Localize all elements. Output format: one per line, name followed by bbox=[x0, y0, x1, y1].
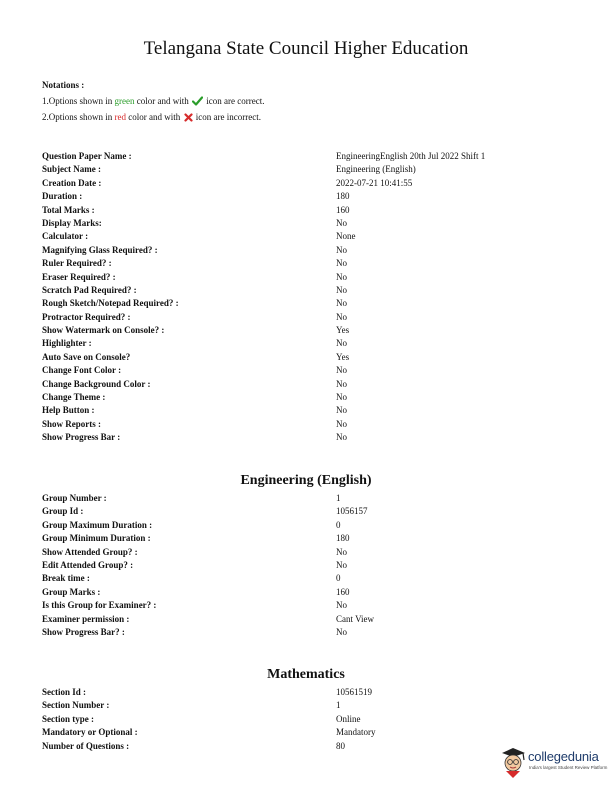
info-row bbox=[42, 586, 562, 599]
info-row bbox=[42, 324, 562, 337]
info-row bbox=[42, 190, 562, 203]
info-label: Is this Group for Examiner? : bbox=[42, 600, 157, 611]
page-title: Telangana State Council Higher Education bbox=[143, 38, 469, 59]
info-row bbox=[42, 217, 562, 230]
info-row bbox=[42, 599, 562, 612]
info-value: No bbox=[336, 365, 347, 376]
notation-text: 1.Options shown in bbox=[42, 96, 115, 106]
notation-text: color and with bbox=[126, 112, 183, 122]
info-value: Mandatory bbox=[336, 727, 376, 738]
cross-icon bbox=[184, 112, 193, 126]
notations bbox=[42, 78, 264, 126]
info-label: Duration : bbox=[42, 191, 83, 202]
info-row bbox=[42, 150, 562, 163]
info-row bbox=[42, 404, 562, 417]
info-label: Highlighter : bbox=[42, 338, 92, 349]
notation-correct bbox=[42, 94, 264, 110]
info-label: Section type : bbox=[42, 713, 94, 724]
notations-heading: Notations : bbox=[42, 80, 85, 90]
info-label: Section Number : bbox=[42, 700, 110, 711]
info-row bbox=[42, 311, 562, 324]
info-label: Rough Sketch/Notepad Required? : bbox=[42, 298, 179, 309]
info-label: Display Marks: bbox=[42, 217, 102, 228]
color-word-red: red bbox=[114, 112, 127, 122]
info-label: Change Background Color : bbox=[42, 378, 151, 389]
info-value: EngineeringEnglish 20th Jul 2022 Shift 1 bbox=[336, 151, 486, 161]
info-value: No bbox=[336, 244, 347, 255]
logo-tagline: India's largest Student Review Platform bbox=[529, 765, 608, 770]
info-value: 180 bbox=[336, 191, 350, 202]
info-label: Total Marks : bbox=[42, 204, 95, 215]
info-value: 0 bbox=[336, 573, 341, 584]
notation-text: color and with bbox=[134, 96, 192, 106]
info-row bbox=[42, 626, 562, 639]
color-word-green: green bbox=[114, 96, 135, 106]
info-row bbox=[42, 559, 562, 572]
info-row bbox=[42, 244, 562, 257]
graduate-mascot-icon bbox=[498, 744, 528, 778]
info-value: No bbox=[336, 432, 347, 443]
notation-text: 2.Options shown in bbox=[42, 112, 115, 122]
info-label: Group Minimum Duration : bbox=[42, 533, 151, 544]
info-row bbox=[42, 364, 562, 377]
logo-brand: collegedunia bbox=[528, 749, 599, 764]
info-value: No bbox=[336, 559, 347, 570]
info-value: No bbox=[336, 600, 347, 611]
info-row bbox=[42, 257, 562, 270]
info-row bbox=[42, 492, 562, 505]
info-value: No bbox=[336, 298, 347, 309]
info-label: Change Theme : bbox=[42, 392, 106, 403]
info-row bbox=[42, 391, 562, 404]
paper-info-table bbox=[42, 150, 562, 445]
info-value: 1 bbox=[336, 493, 341, 503]
info-value: 80 bbox=[336, 740, 345, 751]
info-label: Change Font Color : bbox=[42, 365, 122, 376]
info-value: Cant View bbox=[336, 613, 375, 624]
info-row bbox=[42, 726, 562, 739]
info-label: Auto Save on Console? bbox=[42, 351, 131, 362]
info-label: Subject Name : bbox=[42, 164, 101, 175]
info-value: 180 bbox=[336, 533, 350, 544]
info-row bbox=[42, 378, 562, 391]
info-row bbox=[42, 532, 562, 545]
info-row bbox=[42, 418, 562, 431]
info-row bbox=[42, 431, 562, 444]
collegedunia-logo bbox=[498, 744, 606, 780]
info-value: 160 bbox=[336, 204, 350, 215]
info-label: Show Progress Bar : bbox=[42, 432, 121, 443]
info-label: Calculator : bbox=[42, 231, 89, 242]
info-label: Help Button : bbox=[42, 405, 95, 416]
info-label: Break time : bbox=[42, 573, 90, 584]
info-value: No bbox=[336, 284, 347, 295]
info-label: Show Progress Bar? : bbox=[42, 626, 125, 637]
info-label: Group Id : bbox=[42, 506, 84, 517]
group-info-table bbox=[42, 492, 562, 639]
info-row bbox=[42, 546, 562, 559]
notation-incorrect bbox=[42, 110, 264, 126]
info-row bbox=[42, 713, 562, 726]
info-value: No bbox=[336, 405, 347, 416]
info-row bbox=[42, 613, 562, 626]
info-label: Group Maximum Duration : bbox=[42, 519, 153, 530]
notation-text: icon are correct. bbox=[204, 96, 265, 106]
info-row bbox=[42, 163, 562, 176]
info-value: 10561519 bbox=[336, 687, 372, 697]
info-value: None bbox=[336, 231, 356, 242]
info-value: Yes bbox=[336, 325, 350, 336]
info-label: Ruler Required? : bbox=[42, 258, 112, 269]
info-label: Magnifying Glass Required? : bbox=[42, 244, 158, 255]
info-row bbox=[42, 686, 562, 699]
info-value: 160 bbox=[336, 586, 350, 597]
info-value: Yes bbox=[336, 351, 350, 362]
info-label: Group Marks : bbox=[42, 586, 101, 597]
info-row bbox=[42, 519, 562, 532]
info-label: Edit Attended Group? : bbox=[42, 559, 134, 570]
info-value: No bbox=[336, 546, 347, 557]
info-row bbox=[42, 297, 562, 310]
section-info-table bbox=[42, 686, 562, 753]
info-row bbox=[42, 284, 562, 297]
info-row bbox=[42, 337, 562, 350]
info-value: Engineering (English) bbox=[336, 164, 416, 175]
info-label: Mandatory or Optional : bbox=[42, 727, 138, 738]
info-label: Scratch Pad Required? : bbox=[42, 284, 137, 295]
info-row bbox=[42, 699, 562, 712]
info-label: Show Attended Group? : bbox=[42, 546, 138, 557]
info-row bbox=[42, 740, 562, 753]
info-value: 0 bbox=[336, 519, 341, 530]
info-row bbox=[42, 351, 562, 364]
info-value: No bbox=[336, 418, 347, 429]
info-label: Protractor Required? : bbox=[42, 311, 131, 322]
group-title: Engineering (English) bbox=[240, 473, 372, 488]
check-icon bbox=[192, 96, 203, 110]
info-value: No bbox=[336, 217, 347, 228]
info-row bbox=[42, 230, 562, 243]
info-row bbox=[42, 505, 562, 518]
info-label: Number of Questions : bbox=[42, 740, 130, 751]
info-row bbox=[42, 204, 562, 217]
info-row bbox=[42, 177, 562, 190]
info-label: Question Paper Name : bbox=[42, 151, 132, 161]
info-value: No bbox=[336, 626, 347, 637]
info-label: Creation Date : bbox=[42, 177, 102, 188]
info-value: No bbox=[336, 258, 347, 269]
info-value: 2022-07-21 10:41:55 bbox=[336, 177, 413, 188]
info-value: Online bbox=[336, 713, 361, 724]
info-label: Group Number : bbox=[42, 493, 107, 503]
info-value: No bbox=[336, 392, 347, 403]
info-value: 1 bbox=[336, 700, 341, 711]
info-value: 1056157 bbox=[336, 506, 368, 517]
info-row bbox=[42, 572, 562, 585]
info-label: Examiner permission : bbox=[42, 613, 130, 624]
info-value: No bbox=[336, 271, 347, 282]
info-label: Section Id : bbox=[42, 687, 87, 697]
notation-text: icon are incorrect. bbox=[193, 112, 261, 122]
info-row bbox=[42, 271, 562, 284]
info-value: No bbox=[336, 311, 347, 322]
section-title: Mathematics bbox=[267, 667, 345, 682]
info-label: Show Reports : bbox=[42, 418, 102, 429]
info-label: Eraser Required? : bbox=[42, 271, 116, 282]
info-value: No bbox=[336, 378, 347, 389]
info-value: No bbox=[336, 338, 347, 349]
info-label: Show Watermark on Console? : bbox=[42, 325, 165, 336]
